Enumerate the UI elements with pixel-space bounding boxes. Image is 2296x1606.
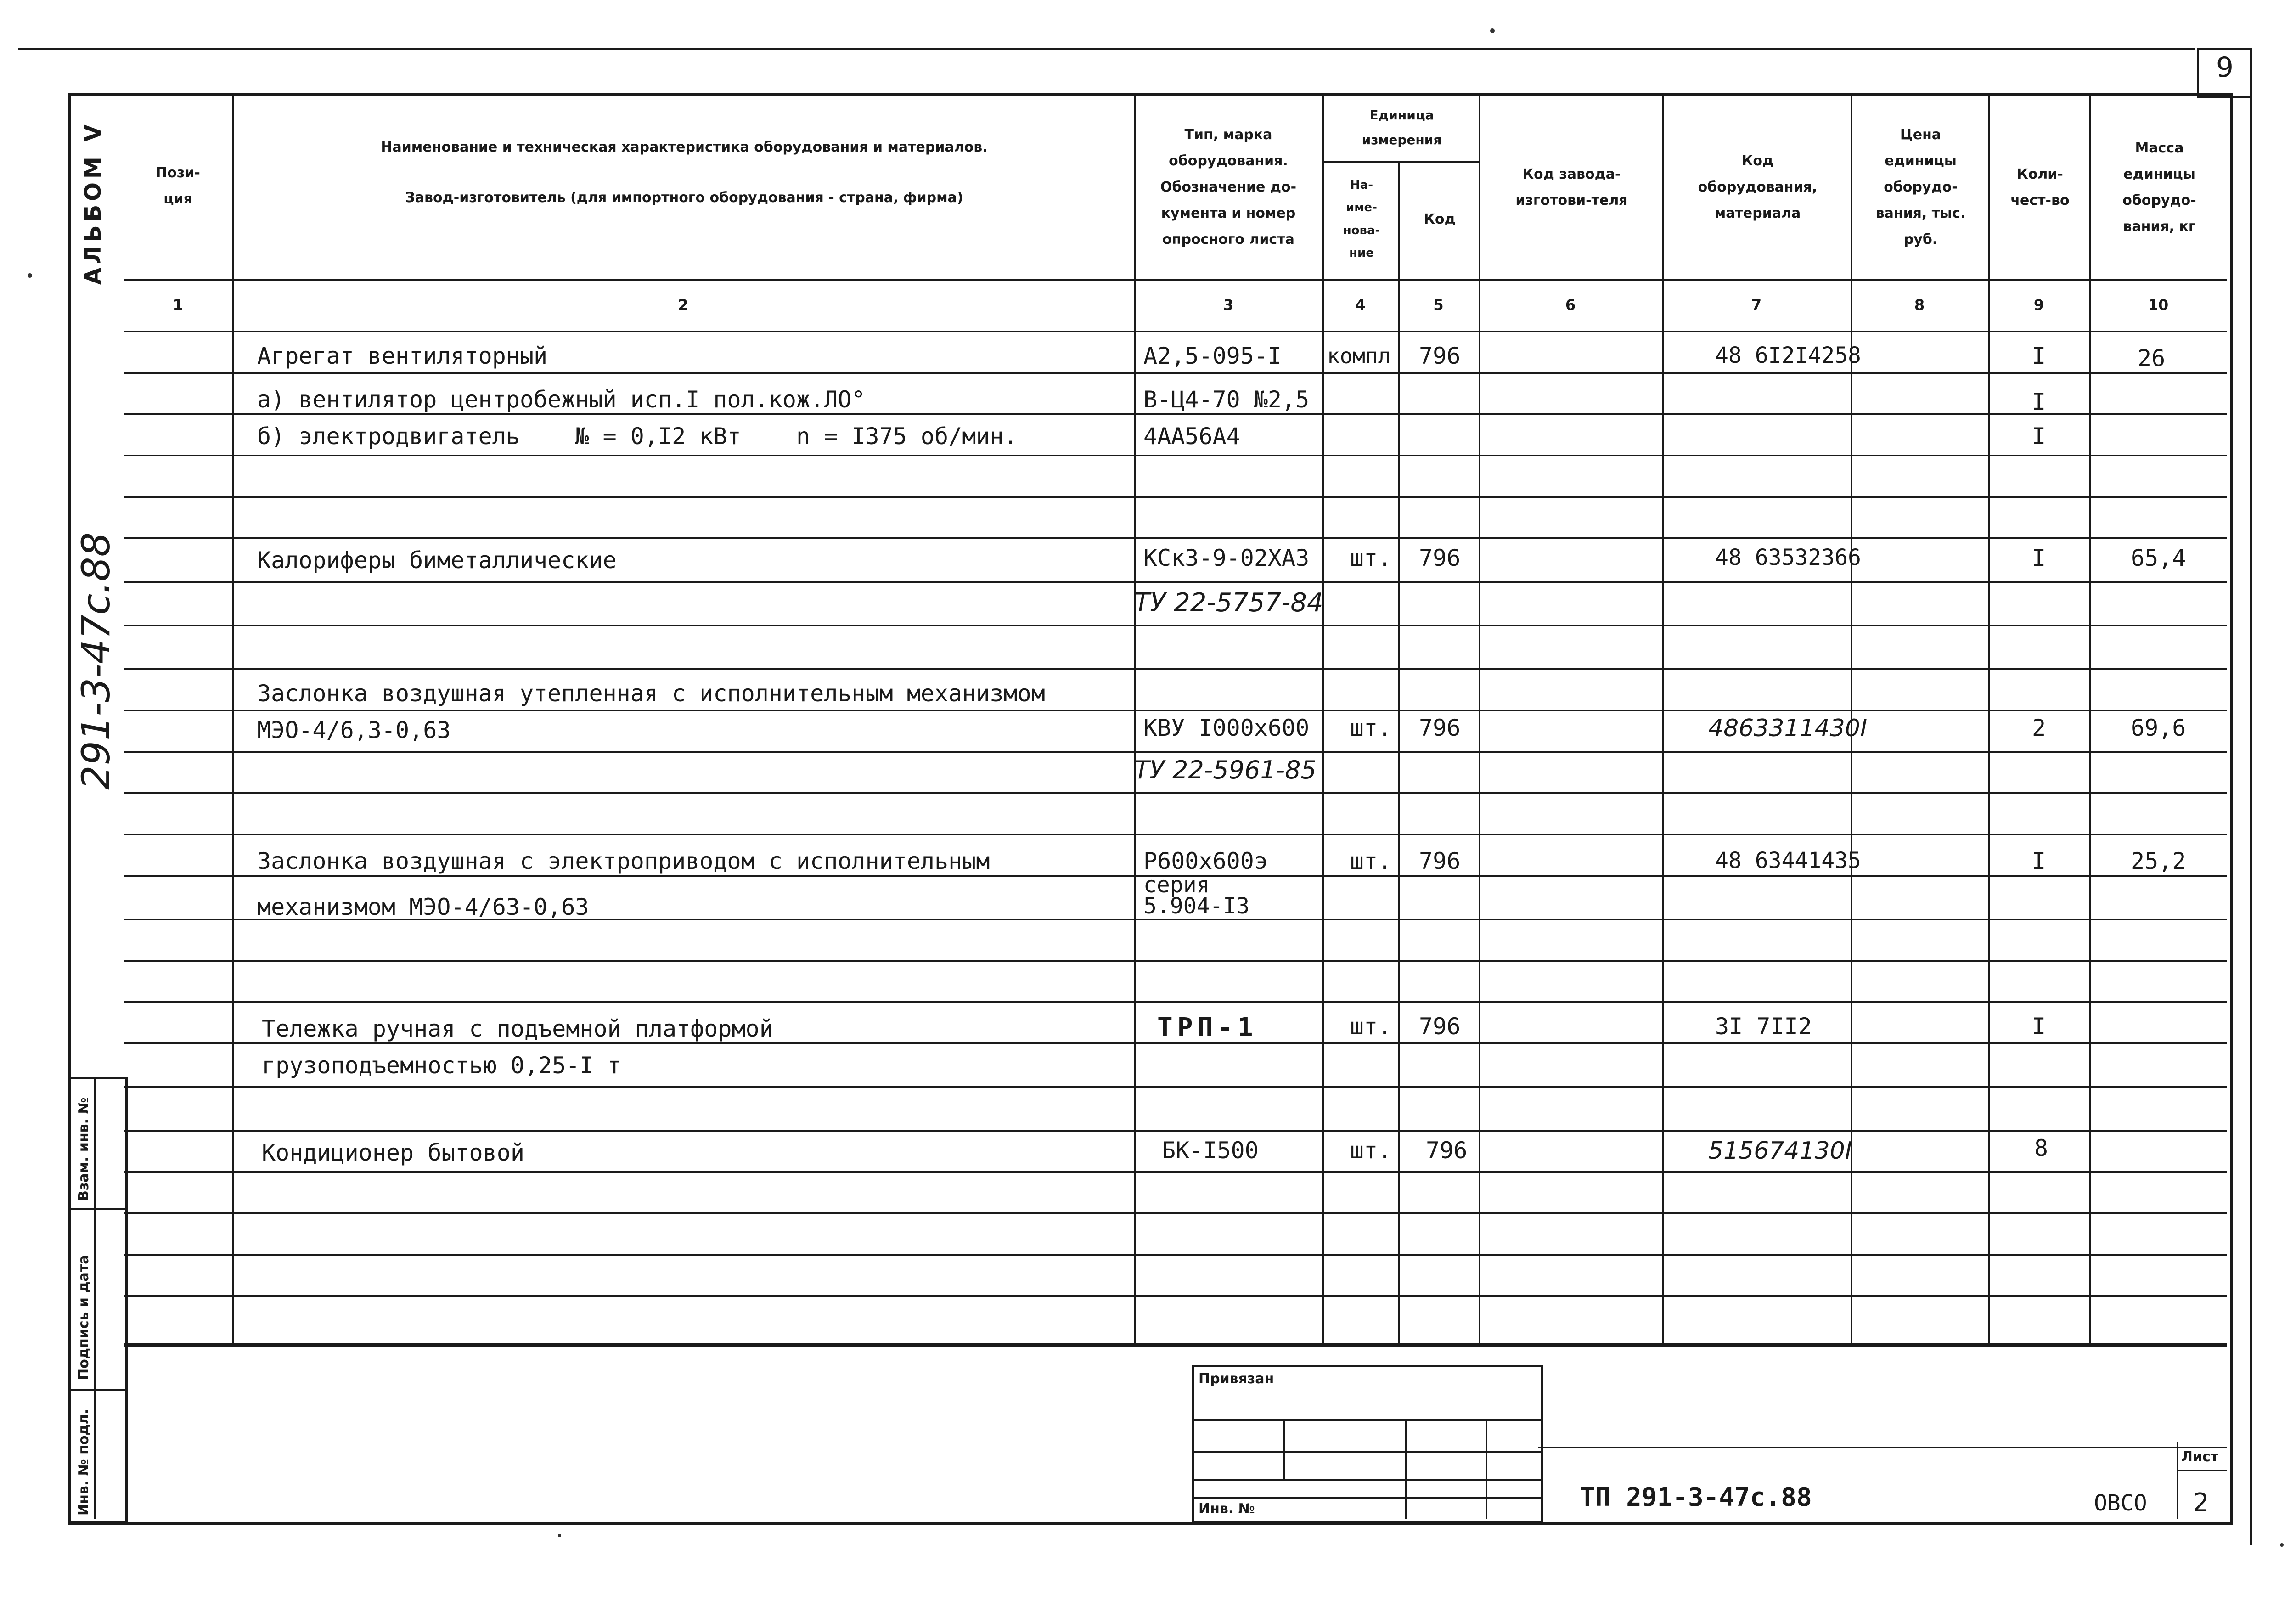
row9-qty: I: [2032, 848, 2046, 874]
privyazan-divider: [1283, 1419, 1285, 1479]
side-stamp-podpis: Подпись и дата: [76, 1255, 92, 1380]
col-divider-8: [1988, 93, 1990, 1347]
row7-code: 796: [1419, 715, 1461, 741]
album-label: АЛЬБОМ V: [80, 121, 106, 285]
row-line: [124, 496, 2227, 498]
row1-mass: 26: [2138, 345, 2166, 372]
row12-name: грузоподъемностью 0,25-I т: [262, 1052, 621, 1079]
colnum-3: 3: [1223, 296, 1234, 314]
row-line: [124, 1086, 2227, 1088]
privyazan-line: [1192, 1419, 1541, 1421]
privyazan-label: Привязан: [1199, 1371, 1274, 1387]
row9-code: 796: [1419, 848, 1461, 874]
row3-qty: I: [2032, 423, 2046, 450]
row-line: [124, 1212, 2227, 1214]
sheet-number: 9: [2216, 51, 2234, 84]
row7-qty: 2: [2032, 715, 2046, 741]
row5-type: ТУ 22-5757-84: [1134, 588, 1323, 618]
row13-code: 796: [1426, 1137, 1468, 1164]
row-line: [124, 537, 2227, 539]
header-position: Пози- ция: [156, 165, 200, 207]
header-name-line2: Завод-изготовитель (для импортного оборудования - страна, фирма): [405, 189, 963, 206]
row1-code: 796: [1419, 343, 1461, 369]
row-line: [124, 1042, 2227, 1044]
row13-qty: 8: [2034, 1135, 2048, 1161]
row7-equip-code: 4863311430I: [1708, 715, 1868, 742]
col-divider-5: [1479, 93, 1480, 1347]
row4-equip-code: 48 63532366: [1715, 545, 1861, 570]
header-type: Тип, марка оборудования. Обозначение до-кумента и номер опросного листа: [1160, 127, 1297, 248]
header-bottom-line: [124, 279, 2227, 281]
header-equipment-code: Код оборудования, материала: [1698, 153, 1818, 221]
scan-speck: [28, 273, 32, 278]
row4-name: Калориферы биметаллические: [257, 547, 617, 574]
side-stamp-line: [68, 1389, 125, 1391]
row7-mass: 69,6: [2131, 715, 2186, 741]
row8-type: ТУ 22-5961-85: [1134, 755, 1317, 784]
row2-type: В-Ц4-70 №2,5: [1143, 386, 1310, 413]
privyazan-line: [1192, 1479, 1541, 1481]
header-quantity: Коли-чест-во: [2010, 166, 2070, 208]
colnum-8: 8: [1914, 296, 1925, 314]
colnum-9: 9: [2033, 296, 2044, 314]
list-number: 2: [2193, 1488, 2209, 1518]
row-line: [124, 668, 2227, 670]
row11-unit: шт.: [1350, 1013, 1392, 1040]
col-divider-6: [1662, 93, 1664, 1347]
row6-name: Заслонка воздушная утепленная с исполнительным механизмом: [257, 680, 1045, 707]
row11-name: Тележка ручная с подъемной платформой: [262, 1015, 773, 1042]
header-unit-name: На-име-нова-ние: [1343, 178, 1380, 260]
colnum-1: 1: [173, 296, 183, 314]
colnum-bottom-line: [124, 331, 2227, 332]
row11-qty: I: [2032, 1013, 2046, 1040]
row2-qty: I: [2032, 389, 2046, 415]
row13-name: Кондиционер бытовой: [262, 1139, 524, 1166]
col-divider-2: [1134, 93, 1136, 1347]
colnum-7: 7: [1751, 296, 1762, 314]
header-price: Цена единицы оборудо-вания, тыс. руб.: [1875, 127, 1966, 248]
sheet-code: ОВСО: [2094, 1490, 2147, 1516]
row4-mass: 65,4: [2131, 545, 2186, 571]
row1-equip-code: 48 6I2I4258: [1715, 343, 1861, 368]
row4-unit: шт.: [1350, 545, 1392, 571]
row-line: [124, 625, 2227, 626]
row9-type: Р600х600э: [1143, 848, 1268, 874]
row-line: [124, 1254, 2227, 1256]
colnum-5: 5: [1433, 296, 1444, 314]
header-factory-code: Код завода-изготови-теля: [1515, 166, 1628, 208]
row-line: [124, 1130, 2227, 1132]
row4-code: 796: [1419, 545, 1461, 571]
header-mass: Масса единицы оборудо-вания, кг: [2122, 140, 2196, 235]
row4-type: КСк3-9-02ХА3: [1143, 545, 1310, 571]
scan-speck: [1490, 28, 1495, 33]
colnum-4: 4: [1355, 296, 1366, 314]
inv-no-label: Инв. №: [1199, 1501, 1255, 1517]
row1-qty: I: [2032, 343, 2046, 369]
row11-type: ТРП-1: [1157, 1013, 1258, 1042]
side-stamp-vzam: Взам. инв. №: [76, 1097, 92, 1201]
row11-equip-code: 3I 7II2: [1715, 1013, 1812, 1040]
side-stamp-line: [68, 1208, 125, 1210]
row1-type: А2,5-095-I: [1143, 343, 1282, 369]
row-line: [124, 372, 2227, 374]
privyazan-box: [1192, 1365, 1543, 1524]
row-line: [124, 834, 2227, 835]
row11-code: 796: [1419, 1013, 1461, 1040]
scan-speck: [2280, 1543, 2284, 1547]
col-divider-4: [1398, 161, 1400, 1347]
table-bottom-line: [124, 1343, 2227, 1347]
privyazan-line: [1192, 1451, 1541, 1453]
row-line: [124, 1171, 2227, 1173]
row13-equip-code: 515674130I: [1708, 1137, 1852, 1165]
title-block-line: [1538, 1447, 2227, 1448]
row7-unit: шт.: [1350, 715, 1392, 741]
row10-type: серия 5.904-I3: [1143, 872, 1250, 919]
row-line: [124, 751, 2227, 753]
right-border-line: [2250, 48, 2252, 1545]
row13-type: БК-I500: [1162, 1137, 1259, 1164]
side-stamp-inv-podl: Инв. № подл.: [76, 1409, 92, 1516]
list-label: Лист: [2181, 1449, 2219, 1465]
header-unit-group: Единица измерения: [1362, 107, 1442, 147]
colnum-2: 2: [678, 296, 688, 314]
scan-speck: [558, 1534, 561, 1537]
row7-name: МЭО-4/6,3-0,63: [257, 717, 451, 744]
side-stamp-divider: [94, 1077, 96, 1519]
row-line: [124, 1295, 2227, 1297]
col-divider-1: [232, 93, 234, 1347]
row-line: [124, 710, 2227, 711]
col-divider-3: [1322, 93, 1324, 1347]
row9-name: Заслонка воздушная с электроприводом с исполнительным: [257, 848, 990, 874]
row-line: [124, 1001, 2227, 1003]
list-box-line: [2177, 1470, 2227, 1471]
row1-name: Агрегат вентиляторный: [257, 343, 548, 369]
privyazan-divider: [1486, 1419, 1487, 1519]
row4-qty: I: [2032, 545, 2046, 571]
row-line: [124, 792, 2227, 794]
row-line: [124, 455, 2227, 456]
row10-name: механизмом МЭО-4/63-0,63: [257, 894, 589, 920]
row13-unit: шт.: [1350, 1137, 1392, 1164]
doc-code: ТП 291-3-47с.88: [1580, 1482, 1812, 1512]
header-unit-code: Код: [1424, 211, 1456, 227]
col-divider-9: [2089, 93, 2091, 1347]
row9-unit: шт.: [1350, 848, 1392, 874]
row-line: [124, 413, 2227, 415]
row-line: [124, 581, 2227, 583]
row3-name: б) электродвигатель № = 0,I2 кВт n = I375 об/мин.: [257, 423, 1018, 450]
row2-name: а) вентилятор центробежный исп.I пол.кож.ЛО°: [257, 386, 866, 413]
unit-subheader-line: [1322, 161, 1479, 163]
row9-equip-code: 48 63441435: [1715, 848, 1861, 873]
privyazan-line: [1192, 1497, 1541, 1499]
colnum-10: 10: [2148, 296, 2169, 314]
list-box-divider: [2177, 1442, 2178, 1519]
row9-mass: 25,2: [2131, 848, 2186, 874]
row7-type: КВУ I000х600: [1143, 715, 1310, 741]
row3-type: 4АА56А4: [1143, 423, 1240, 450]
row-line: [124, 960, 2227, 962]
privyazan-divider: [1405, 1419, 1407, 1519]
top-border-line: [18, 48, 2195, 50]
row1-unit: компл: [1327, 344, 1391, 368]
header-name-line1: Наименование и техническая характеристика оборудования и материалов.: [381, 139, 988, 155]
colnum-6: 6: [1565, 296, 1576, 314]
project-code-handwritten: 291-3-47с.88: [73, 532, 118, 790]
